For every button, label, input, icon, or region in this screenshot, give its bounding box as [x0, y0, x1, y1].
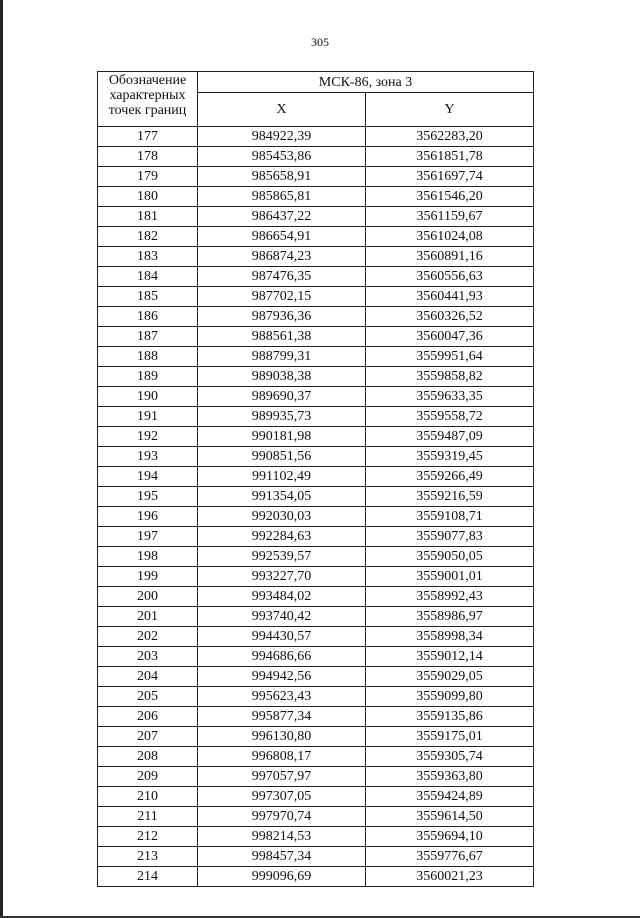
point-id-cell: 206 [98, 707, 198, 727]
x-coordinate-cell: 997970,74 [198, 807, 366, 827]
table-row [98, 167, 534, 187]
x-coordinate-cell: 986874,23 [198, 247, 366, 267]
y-coordinate-cell: 3561546,20 [366, 187, 534, 207]
x-coordinate-cell: 985453,86 [198, 147, 366, 167]
y-coordinate-cell: 3560047,36 [366, 327, 534, 347]
y-coordinate-cell: 3559319,45 [366, 447, 534, 467]
table-row [98, 647, 534, 667]
table-row [98, 807, 534, 827]
point-id-cell: 182 [98, 227, 198, 247]
x-coordinate-cell: 999096,69 [198, 867, 366, 887]
point-id-cell: 186 [98, 307, 198, 327]
table-row [98, 847, 534, 867]
table-row [98, 507, 534, 527]
table-row [98, 687, 534, 707]
table-row [98, 227, 534, 247]
coordinates-table [97, 71, 534, 887]
table-row [98, 607, 534, 627]
y-coordinate-cell: 3559175,01 [366, 727, 534, 747]
x-coordinate-cell: 996808,17 [198, 747, 366, 767]
table-row [98, 427, 534, 447]
x-column-header: X [198, 93, 366, 127]
y-coordinate-cell: 3559633,35 [366, 387, 534, 407]
x-coordinate-cell: 992284,63 [198, 527, 366, 547]
table-header [98, 72, 534, 127]
y-coordinate-cell: 3559951,64 [366, 347, 534, 367]
y-coordinate-cell: 3559776,67 [366, 847, 534, 867]
point-id-cell: 198 [98, 547, 198, 567]
table-row [98, 827, 534, 847]
y-coordinate-cell: 3559108,71 [366, 507, 534, 527]
point-id-cell: 179 [98, 167, 198, 187]
point-id-cell: 207 [98, 727, 198, 747]
x-coordinate-cell: 986654,91 [198, 227, 366, 247]
y-column-header: Y [366, 93, 534, 127]
point-id-cell: 181 [98, 207, 198, 227]
table-row [98, 667, 534, 687]
table-row [98, 307, 534, 327]
y-coordinate-cell: 3559487,09 [366, 427, 534, 447]
y-coordinate-cell: 3559099,80 [366, 687, 534, 707]
y-coordinate-cell: 3560891,16 [366, 247, 534, 267]
point-id-cell: 205 [98, 687, 198, 707]
table-row [98, 367, 534, 387]
point-id-cell: 204 [98, 667, 198, 687]
point-id-cell: 200 [98, 587, 198, 607]
point-designation-header: Обозначение характерных точек границ [98, 72, 198, 127]
table-row [98, 327, 534, 347]
y-coordinate-cell: 3559135,86 [366, 707, 534, 727]
y-coordinate-cell: 3559858,82 [366, 367, 534, 387]
y-coordinate-cell: 3558986,97 [366, 607, 534, 627]
y-coordinate-cell: 3561024,08 [366, 227, 534, 247]
point-id-cell: 189 [98, 367, 198, 387]
point-id-cell: 208 [98, 747, 198, 767]
point-id-cell: 183 [98, 247, 198, 267]
point-id-cell: 201 [98, 607, 198, 627]
x-coordinate-cell: 997057,97 [198, 767, 366, 787]
point-id-cell: 192 [98, 427, 198, 447]
x-coordinate-cell: 996130,80 [198, 727, 366, 747]
x-coordinate-cell: 997307,05 [198, 787, 366, 807]
point-id-cell: 178 [98, 147, 198, 167]
table-row [98, 787, 534, 807]
y-coordinate-cell: 3559050,05 [366, 547, 534, 567]
point-id-cell: 199 [98, 567, 198, 587]
y-coordinate-cell: 3561697,74 [366, 167, 534, 187]
table-row [98, 127, 534, 147]
x-coordinate-cell: 995877,34 [198, 707, 366, 727]
y-coordinate-cell: 3561159,67 [366, 207, 534, 227]
y-coordinate-cell: 3559012,14 [366, 647, 534, 667]
point-id-cell: 197 [98, 527, 198, 547]
table-row [98, 527, 534, 547]
x-coordinate-cell: 987702,15 [198, 287, 366, 307]
coordinate-system-header: МСК-86, зона 3 [198, 72, 534, 93]
x-coordinate-cell: 992030,03 [198, 507, 366, 527]
point-id-cell: 185 [98, 287, 198, 307]
table-row [98, 627, 534, 647]
page-number: 305 [311, 35, 329, 49]
y-coordinate-cell: 3561851,78 [366, 147, 534, 167]
table-row [98, 387, 534, 407]
table-row [98, 207, 534, 227]
x-coordinate-cell: 998214,53 [198, 827, 366, 847]
table-body [98, 127, 534, 887]
point-id-cell: 184 [98, 267, 198, 287]
y-coordinate-cell: 3559305,74 [366, 747, 534, 767]
y-coordinate-cell: 3559216,59 [366, 487, 534, 507]
y-coordinate-cell: 3559001,01 [366, 567, 534, 587]
y-coordinate-cell: 3560326,52 [366, 307, 534, 327]
y-coordinate-cell: 3560021,23 [366, 867, 534, 887]
x-coordinate-cell: 986437,22 [198, 207, 366, 227]
point-id-cell: 210 [98, 787, 198, 807]
x-coordinate-cell: 991354,05 [198, 487, 366, 507]
x-coordinate-cell: 993227,70 [198, 567, 366, 587]
y-coordinate-cell: 3562283,20 [366, 127, 534, 147]
y-coordinate-cell: 3560556,63 [366, 267, 534, 287]
x-coordinate-cell: 989935,73 [198, 407, 366, 427]
point-id-cell: 209 [98, 767, 198, 787]
x-coordinate-cell: 987936,36 [198, 307, 366, 327]
point-id-cell: 193 [98, 447, 198, 467]
scan-edge-left [0, 0, 3, 918]
x-coordinate-cell: 993484,02 [198, 587, 366, 607]
x-coordinate-cell: 985865,81 [198, 187, 366, 207]
y-coordinate-cell: 3558998,34 [366, 627, 534, 647]
table-row [98, 147, 534, 167]
y-coordinate-cell: 3559694,10 [366, 827, 534, 847]
x-coordinate-cell: 989690,37 [198, 387, 366, 407]
x-coordinate-cell: 987476,35 [198, 267, 366, 287]
table-row [98, 267, 534, 287]
point-id-cell: 214 [98, 867, 198, 887]
point-id-cell: 212 [98, 827, 198, 847]
table-row [98, 547, 534, 567]
x-coordinate-cell: 995623,43 [198, 687, 366, 707]
point-id-cell: 211 [98, 807, 198, 827]
x-coordinate-cell: 988561,38 [198, 327, 366, 347]
point-id-cell: 187 [98, 327, 198, 347]
y-coordinate-cell: 3559558,72 [366, 407, 534, 427]
point-id-cell: 195 [98, 487, 198, 507]
table-row [98, 767, 534, 787]
x-coordinate-cell: 992539,57 [198, 547, 366, 567]
y-coordinate-cell: 3559029,05 [366, 667, 534, 687]
table-row [98, 707, 534, 727]
x-coordinate-cell: 993740,42 [198, 607, 366, 627]
x-coordinate-cell: 984922,39 [198, 127, 366, 147]
y-coordinate-cell: 3559424,89 [366, 787, 534, 807]
x-coordinate-cell: 989038,38 [198, 367, 366, 387]
point-id-cell: 191 [98, 407, 198, 427]
table-row [98, 467, 534, 487]
y-coordinate-cell: 3558992,43 [366, 587, 534, 607]
point-id-cell: 190 [98, 387, 198, 407]
table-row [98, 747, 534, 767]
point-id-cell: 203 [98, 647, 198, 667]
point-id-cell: 194 [98, 467, 198, 487]
x-coordinate-cell: 998457,34 [198, 847, 366, 867]
y-coordinate-cell: 3560441,93 [366, 287, 534, 307]
table-row [98, 487, 534, 507]
point-id-cell: 188 [98, 347, 198, 367]
table-row [98, 187, 534, 207]
y-coordinate-cell: 3559077,83 [366, 527, 534, 547]
table-row [98, 447, 534, 467]
table-row [98, 867, 534, 887]
point-id-cell: 202 [98, 627, 198, 647]
x-coordinate-cell: 991102,49 [198, 467, 366, 487]
table-row [98, 407, 534, 427]
point-id-cell: 180 [98, 187, 198, 207]
table-row [98, 567, 534, 587]
table-row [98, 287, 534, 307]
point-id-cell: 213 [98, 847, 198, 867]
x-coordinate-cell: 994942,56 [198, 667, 366, 687]
x-coordinate-cell: 994430,57 [198, 627, 366, 647]
point-id-cell: 196 [98, 507, 198, 527]
y-coordinate-cell: 3559266,49 [366, 467, 534, 487]
x-coordinate-cell: 990181,98 [198, 427, 366, 447]
point-id-cell: 177 [98, 127, 198, 147]
table-row [98, 727, 534, 747]
table-row [98, 587, 534, 607]
x-coordinate-cell: 988799,31 [198, 347, 366, 367]
x-coordinate-cell: 990851,56 [198, 447, 366, 467]
table-row [98, 347, 534, 367]
x-coordinate-cell: 994686,66 [198, 647, 366, 667]
y-coordinate-cell: 3559614,50 [366, 807, 534, 827]
x-coordinate-cell: 985658,91 [198, 167, 366, 187]
table-row [98, 247, 534, 267]
y-coordinate-cell: 3559363,80 [366, 767, 534, 787]
